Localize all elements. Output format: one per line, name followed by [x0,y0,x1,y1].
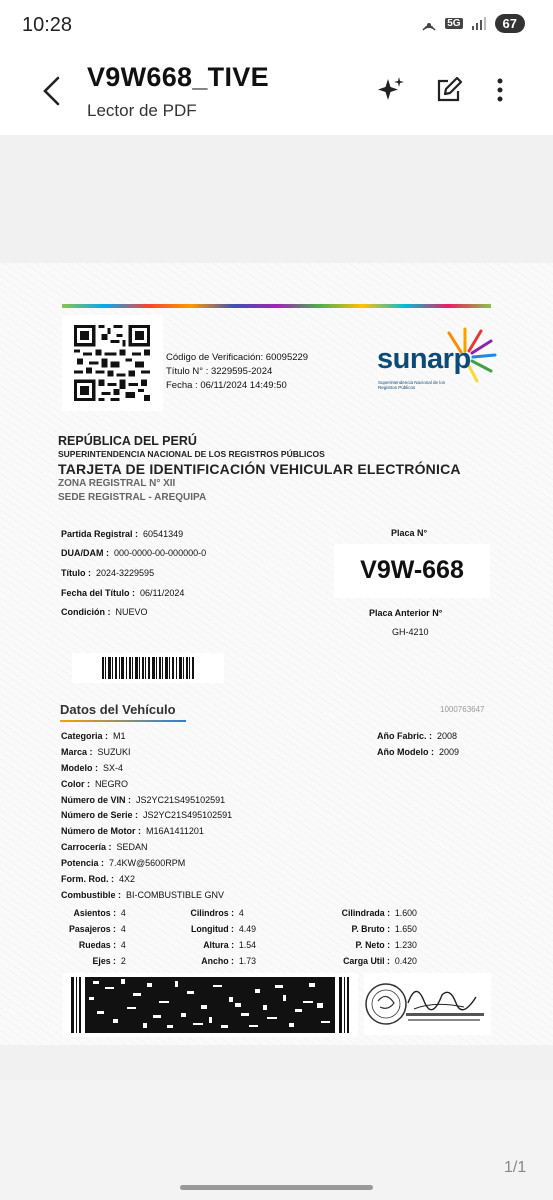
verification-date: Fecha : 06/11/2024 14:49:50 [166,380,287,391]
qr-code [62,315,163,411]
field-fecha-titulo: Fecha del Título : 06/11/2024 [61,588,185,598]
field-marca: Marca : SUZUKI [61,747,131,757]
serial-number: 1000763647 [440,705,485,714]
spec-row: Cilindrada : 1.600 [341,908,417,918]
spec-row: Carga Util : 0.420 [343,956,417,966]
barcode-icon [63,973,358,1037]
field-anio-modelo: Año Modelo : 2009 [377,747,460,757]
field-titulo: Título : 2024-3229595 [61,568,155,578]
field-potencia: Potencia : 7.4KW@5600RPM [61,858,186,868]
verification-info [166,351,308,393]
spec-row: Ancho : 1.73 [201,956,257,966]
field-anio-fabric: Año Fabric. : 2008 [377,731,458,741]
field-combustible: Combustible : BI-COMBUSTIBLE GNV [61,890,225,900]
document-subtitle: Lector de PDF [87,101,197,120]
header-tarjeta: TARJETA DE IDENTIFICACIÓN VEHICULAR ELECTRÓNICA [58,461,461,477]
ai-sparkle-icon[interactable] [375,74,407,106]
field-condicion: Condición : NUEVO [61,607,148,617]
barcode-icon [72,653,224,683]
battery-indicator: 67 [495,14,525,33]
plate-box [334,544,490,598]
pdf-viewer[interactable] [0,135,553,1176]
network-label: 5G [447,18,461,29]
plate-number: V9W-668 [360,556,464,584]
section-title-datos: Datos del Vehículo [60,702,176,717]
spec-row: P. Bruto : 1.650 [351,924,417,934]
back-arrow-icon[interactable] [38,74,66,108]
spec-row: Asientos : 4 [73,908,126,918]
header-superintendencia: SUPERINTENDENCIA NACIONAL DE LOS REGISTROS PÚBLICOS [58,449,325,459]
signal-icon [471,17,487,31]
hotspot-icon [421,16,437,32]
status-time: 10:28 [22,14,73,36]
pdf-page [0,263,553,1176]
color-stripe [62,304,491,308]
sunarp-tagline: Superintendencia Nacional de los Registros Públicos [378,380,446,390]
document-title: V9W668_TIVE [87,62,269,92]
status-bar [0,0,553,50]
prev-plate-label: Placa Anterior N° [369,608,443,618]
spec-row: Altura : 1.54 [203,940,257,950]
field-dua: DUA/DAM : 000-0000-00-000000-0 [61,548,207,558]
section-underline [60,720,186,722]
verification-title: Título N° : 3229595-2024 [166,366,273,377]
edit-icon[interactable] [433,74,465,106]
field-modelo: Modelo : SX-4 [61,763,124,773]
page-indicator: 1/1 [504,1159,527,1176]
field-categoria: Categoria : M1 [61,731,126,741]
field-color: Color : NEGRO [61,779,129,789]
field-serie: Número de Serie : JS2YC21S495102591 [61,810,233,820]
spec-row: Ejes : 2 [92,956,126,966]
sunarp-wordmark: sunarp [377,343,471,375]
field-vin: Número de VIN : JS2YC21S495102591 [61,795,226,805]
spec-row: Longitud : 4.49 [191,924,257,934]
field-motor: Número de Motor : M16A1411201 [61,826,204,836]
signature-stamp-icon [364,973,491,1035]
field-partida: Partida Registral : 60541349 [61,529,184,539]
spec-row: Ruedas : 4 [78,940,126,950]
qr-code-icon [74,325,150,401]
header-sede: SEDE REGISTRAL - AREQUIPA [58,492,207,503]
spec-row: Cilindros : 4 [190,908,244,918]
app-bar [0,50,553,135]
header-zona: ZONA REGISTRAL N° XII [58,478,176,489]
sunarp-logo-icon [377,323,502,393]
home-indicator[interactable] [180,1185,373,1190]
verification-code: Código de Verificación: 60095229 [166,352,309,363]
header-republica: REPÚBLICA DEL PERÚ [58,434,197,448]
plate-label: Placa N° [391,528,428,538]
field-formrod: Form. Rod. : 4X2 [61,874,136,884]
status-icons [421,14,525,33]
more-vert-icon[interactable] [484,74,516,106]
field-carroceria: Carrocería : SEDAN [61,842,148,852]
spec-row: P. Neto : 1.230 [355,940,417,950]
prev-plate-value: GH-4210 [392,627,429,637]
spec-row: Pasajeros : 4 [69,924,126,934]
